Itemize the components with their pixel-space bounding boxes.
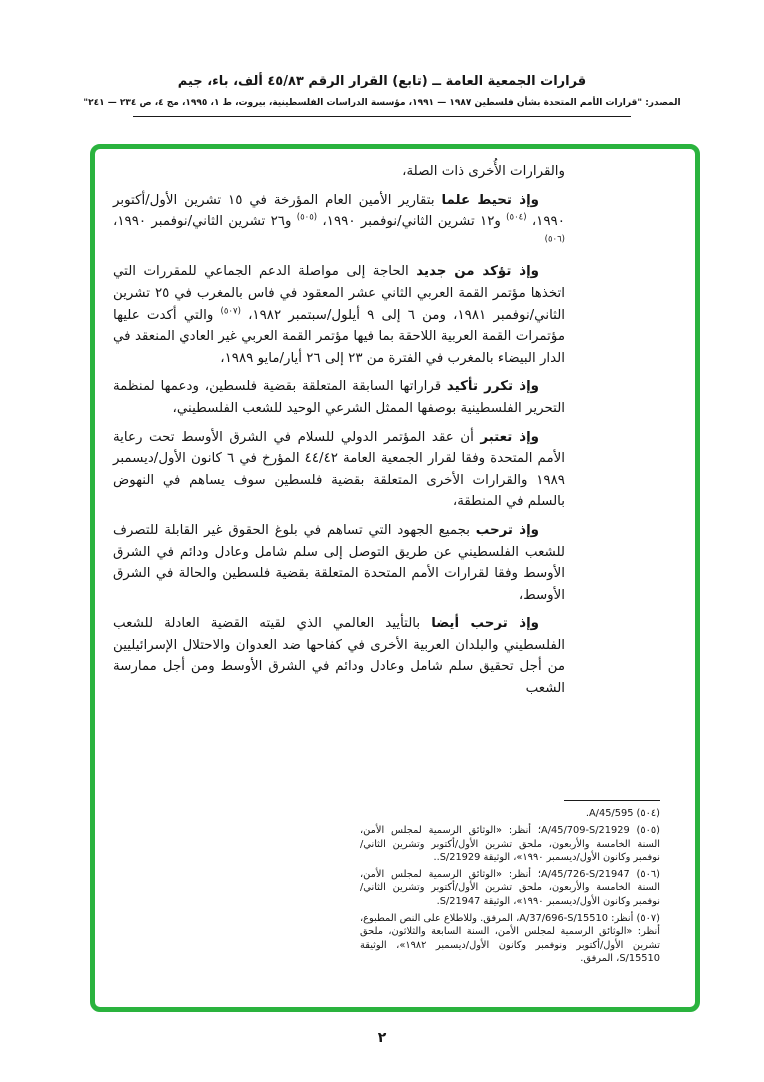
footnote-item: (٥٠٥) A/45/709-S/21929؛ أنظر: «الوثائق الرسمية لمجلس الأمن، السنة الخامسة والأربعون، ملحق تشرين الأول/أكتوبر وتشرين الثاني/نوفمبر وكانون الأول/ديسمبر ١٩٩٠»، الوثيقة S/21929.. bbox=[360, 825, 660, 863]
body-paragraph: والقرارات الأُخرى ذات الصلة، bbox=[402, 164, 565, 179]
paragraph-lead: وإذ تحيط علما bbox=[441, 192, 539, 208]
footnote-divider bbox=[564, 800, 660, 801]
header-divider bbox=[133, 116, 631, 117]
body-paragraph: وإذ تؤكد من جديد الحاجة إلى مواصلة الدعم الجماعي للمقررات التي اتخذها مؤتمر القمة العربي الثاني عشر المعقود في فاس بالمغرب في ٢٥ تشرين الثاني/نوفمبر ١٩٨١، ومن ٦ إلى ٩ أيلول/سبتمبر ١٩٨٢، $^{(٥٠٧)}$ والتي أكدت عليها مؤتمرات القمة العربية اللاحقة بما فيها مؤتمر القمة العربي غير العادي المنعقد في الدار البيضاء بالمغرب في الفترة من ٢٣ إلى ٢٦ أيار/مايو ١٩٨٩، bbox=[113, 264, 565, 366]
paragraph-lead: وإذ تعتبر bbox=[480, 429, 539, 445]
paragraph-lead: وإذ ترحب bbox=[475, 522, 539, 538]
body-paragraph: وإذ ترحب أيضا بالتأييد العالمي الذي لقيته القضية العادلة للشعب الفلسطيني والبلدان العربية الأخرى في كفاحها ضد العدوان والاحتلال الإسرائيليين من أجل تحقيق سلم شامل وعادل ودائم في الشرق الأوسط ومن أجل ممارسة الشعب bbox=[113, 616, 565, 697]
paragraph-lead: وإذ تكرر تأكيد bbox=[446, 379, 539, 395]
page-number: ٢ bbox=[377, 1030, 387, 1046]
source-line: المصدر: "قرارات الأمم المتحدة بشأن فلسطين ١٩٨٧ — ١٩٩١، مؤسسة الدراسات الفلسطينية، بيروت، ط ١، ١٩٩٥، مج ٤، ص ٢٣٤ — ٢٤١" bbox=[83, 98, 681, 108]
body-paragraph: وإذ تحيط علما بتقارير الأمين العام المؤرخة في ١٥ تشرين الأول/أكتوبر ١٩٩٠، $^{(٥٠٤)}$ و١٢ تشرين الثاني/نوفمبر ١٩٩٠، $^{(٥٠٥)}$ و٢٦ تشرين الثاني/نوفمبر ١٩٩٠، $^{(٥٠٦)}$ bbox=[113, 192, 565, 245]
footnote-ref: (٥٠٦) bbox=[544, 234, 565, 245]
footnote-ref: (٥٠٥) bbox=[296, 212, 318, 223]
footnote-item: (٥٠٤) A/45/595. bbox=[585, 808, 660, 819]
footnote-ref: (٥٠٤) bbox=[506, 212, 527, 223]
footnote-item: (٥٠٧) أنظر: A/37/696-S/15510، المرفق. وللاطلاع على النص المطبوع، أنظر: «الوثائق الرسمية لمجلس الأمن، السنة السابعة والثلاثون، ملحق تشرين الأول/أكتوبر ونوفمبر وكانون الأول/ديسمبر ١٩٨٢»، الوثيقة S/15510، المرفق. bbox=[360, 913, 660, 964]
body-paragraph: وإذ تكرر تأكيد قراراتها السابقة المتعلقة بقضية فلسطين، ودعمها لمنظمة التحرير الفلسطينية بوصفها الممثل الشرعي الوحيد للشعب الفلسطيني، bbox=[113, 379, 565, 416]
footnote-ref: (٥٠٧) bbox=[220, 306, 241, 317]
footnote-item: (٥٠٦) A/45/726-S/21947؛ أنظر: «الوثائق الرسمية لمجلس الأمن، السنة الخامسة والأربعون، ملحق تشرين الأول/أكتوبر وتشرين الثاني/نوفمبر وكانون الأول/ديسمبر ١٩٩٠»، الوثيقة S/21947. bbox=[360, 869, 660, 907]
resolution-body bbox=[113, 161, 565, 707]
body-paragraph: وإذ ترحب بجميع الجهود التي تساهم في بلوغ الحقوق غير القابلة للتصرف للشعب الفلسطيني عن طريق التوصل إلى سلم شامل وعادل ودائم في الشرق الأوسط وفقا لقرارات الأمم المتحدة المتعلقة بقضية فلسطين والحالة في الشرق الأوسط، bbox=[113, 522, 565, 603]
document-title: قرارات الجمعية العامة ــ (تابع) القرار الرقم ٤٥/٨٣ ألف، باء، جيم bbox=[177, 74, 587, 89]
footnote-list bbox=[360, 807, 660, 969]
body-paragraph: وإذ تعتبر أن عقد المؤتمر الدولي للسلام في الشرق الأوسط تحت رعاية الأمم المتحدة وفقا لقرار الجمعية العامة ٤٤/٤٢ المؤرخ في ٦ كانون الأول/ديسمبر ١٩٨٩ والقرارات الأخرى المتعلقة بقضية فلسطين سوف يساهم في النهوض بالسلم في المنطقة، bbox=[113, 429, 565, 510]
paragraph-lead: وإذ ترحب أيضا bbox=[431, 616, 539, 632]
paragraph-lead: وإذ تؤكد من جديد bbox=[416, 264, 539, 280]
